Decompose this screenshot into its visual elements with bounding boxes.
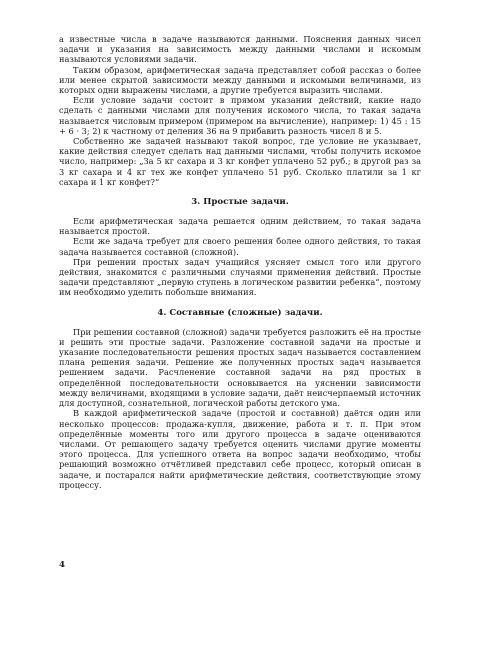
section-heading-simple-tasks: 3. Простые задачи. [191, 197, 289, 208]
paragraph-compound-solving: При решении составной (сложной) задачи требуется разложить её на простые и решить эти простые задачи. Разложение составной задачи на простые и указание последовательности решения простых задач называется составлением плана решения задачи. Решение же полученных простых задач называется решением задачи. Расчленение составной задачи на ряд простых в определённой последовательности основывается на уяснении зависимости между величинами, входящими в условие задачи, даёт неисчерпаемый источник для доступной, сознательной, логической работы детского ума. [59, 326, 421, 409]
paragraph-proper-task: Собственно же задачей называют такой вопрос, где условие не указывает, какие действия следует сделать над данными числами, чтобы получить искомое число, например: „За 5 кг сахара и 3 кг конфет уплачено 52 руб.; в другой раз за 3 кг сахара и 4 кг тех же конфет уплачено 51 руб. Сколько платили за 1 кг сахара и 1 кг конфет?“ [59, 136, 421, 187]
paragraph-simple-definition: Если арифметическая задача решается одним действием, то такая задача называется простой. [59, 216, 421, 237]
paragraph-simple-solving: При решении простых задач учащийся уясняет смысл того или другого действия, знакомится с различными случаями применения действий. Простые задачи представляют „первую ступень в логическом развитии ребенка“, поэтому им необходимо уделить побольше внимания. [59, 256, 421, 298]
paragraph-numeric-example: Если условие задачи состоит в прямом указании действий, какие надо сделать с данными числами для получения искомого числа, то такая задача называется числовым примером (примером на вычисление), например: 1) 45 : 15 + 6 · 3; 2) к частному от деления 36 на 9 прибавить разность чисел 8 и 5. [59, 95, 421, 136]
document-page [59, 34, 421, 490]
page-number: 4 [59, 560, 65, 570]
paragraph-data-definition: а известные числа в задаче называются данными. Пояснения данных чисел задачи и указания на зависимость между данными числами и искомым называются условиями задачи. [59, 34, 421, 65]
paragraph-compound-definition: Если же задача требует для своего решения более одного действия, то такая задача называется составной (сложной). [59, 236, 421, 257]
paragraph-task-summary: Таким образом, арифметическая задача представляет собой рассказ о более или менее скрытой зависимости между данными и искомыми величинами, из которых одни выражены числами, а другие требуется выразить числами. [59, 64, 421, 96]
section-heading-compound-tasks: 4. Составные (сложные) задачи. [157, 307, 323, 318]
paragraph-processes: В каждой арифметической задаче (простой и составной) даётся один или несколько процессов: продажа-купля, движение, работа и т. п. При этом определённые моменты того или другого процесса в задаче оцениваются числами. От решающего задачу требуется оценить числами другие моменты этого процесса. Для успешного ответа на вопрос задачи необходимо, чтобы решающий возможно отчётливей представил себе процесс, который описан в задаче, и постарался найти арифметические действия, соответствующие этому процессу. [59, 408, 421, 490]
